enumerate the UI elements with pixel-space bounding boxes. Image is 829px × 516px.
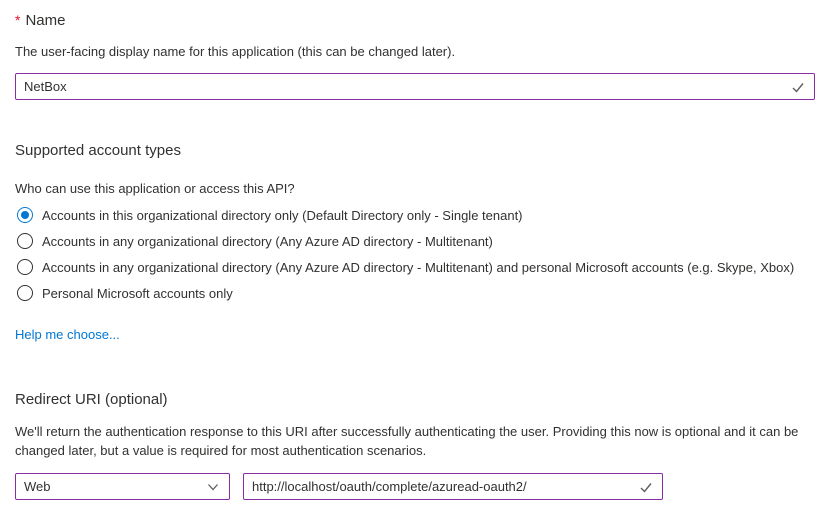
name-description: The user-facing display name for this application (this can be changed later). bbox=[15, 44, 456, 59]
radio-label: Accounts in any organizational directory (Any Azure AD directory - Multitenant) bbox=[42, 233, 493, 249]
account-types-question: Who can use this application or access this API? bbox=[15, 181, 295, 196]
redirect-uri-title: Redirect URI (optional) bbox=[15, 391, 168, 408]
radio-button-icon bbox=[17, 259, 33, 275]
radio-label: Accounts in any organizational directory (Any Azure AD directory - Multitenant) and personal Microsoft accounts (e.g. Skype, Xbox) bbox=[42, 259, 795, 275]
radio-label: Personal Microsoft accounts only bbox=[42, 285, 233, 301]
radio-personal-only[interactable] bbox=[17, 284, 233, 302]
radio-button-icon bbox=[17, 285, 33, 301]
name-label: Name bbox=[25, 12, 66, 29]
radio-button-icon bbox=[17, 233, 33, 249]
name-section-title bbox=[15, 10, 65, 31]
radio-multitenant-personal[interactable] bbox=[17, 258, 794, 276]
account-types-title: Supported account types bbox=[15, 142, 181, 159]
chevron-down-icon bbox=[205, 479, 221, 495]
redirect-uri-input[interactable] bbox=[244, 474, 638, 499]
radio-single-tenant[interactable] bbox=[17, 206, 523, 224]
radio-label: Accounts in this organizational directory only (Default Directory only - Single tenant) bbox=[42, 207, 523, 223]
valid-checkmark-icon bbox=[790, 79, 806, 95]
name-field-container bbox=[15, 73, 815, 100]
required-asterisk: * bbox=[15, 12, 21, 28]
platform-select-dropdown[interactable] bbox=[15, 473, 230, 500]
redirect-uri-field-container bbox=[243, 473, 663, 500]
radio-button-icon bbox=[17, 207, 33, 223]
radio-multitenant[interactable] bbox=[17, 232, 493, 250]
name-input[interactable] bbox=[16, 74, 790, 99]
valid-checkmark-icon bbox=[638, 479, 654, 495]
platform-selected-value: Web bbox=[24, 479, 51, 494]
redirect-uri-description: We'll return the authentication response to this URI after successfully authenticating the user. Providing this now is optional and it can be changed later, but a value is required for most authentication scenarios. bbox=[15, 424, 799, 458]
help-me-choose-link[interactable]: Help me choose... bbox=[15, 327, 120, 342]
